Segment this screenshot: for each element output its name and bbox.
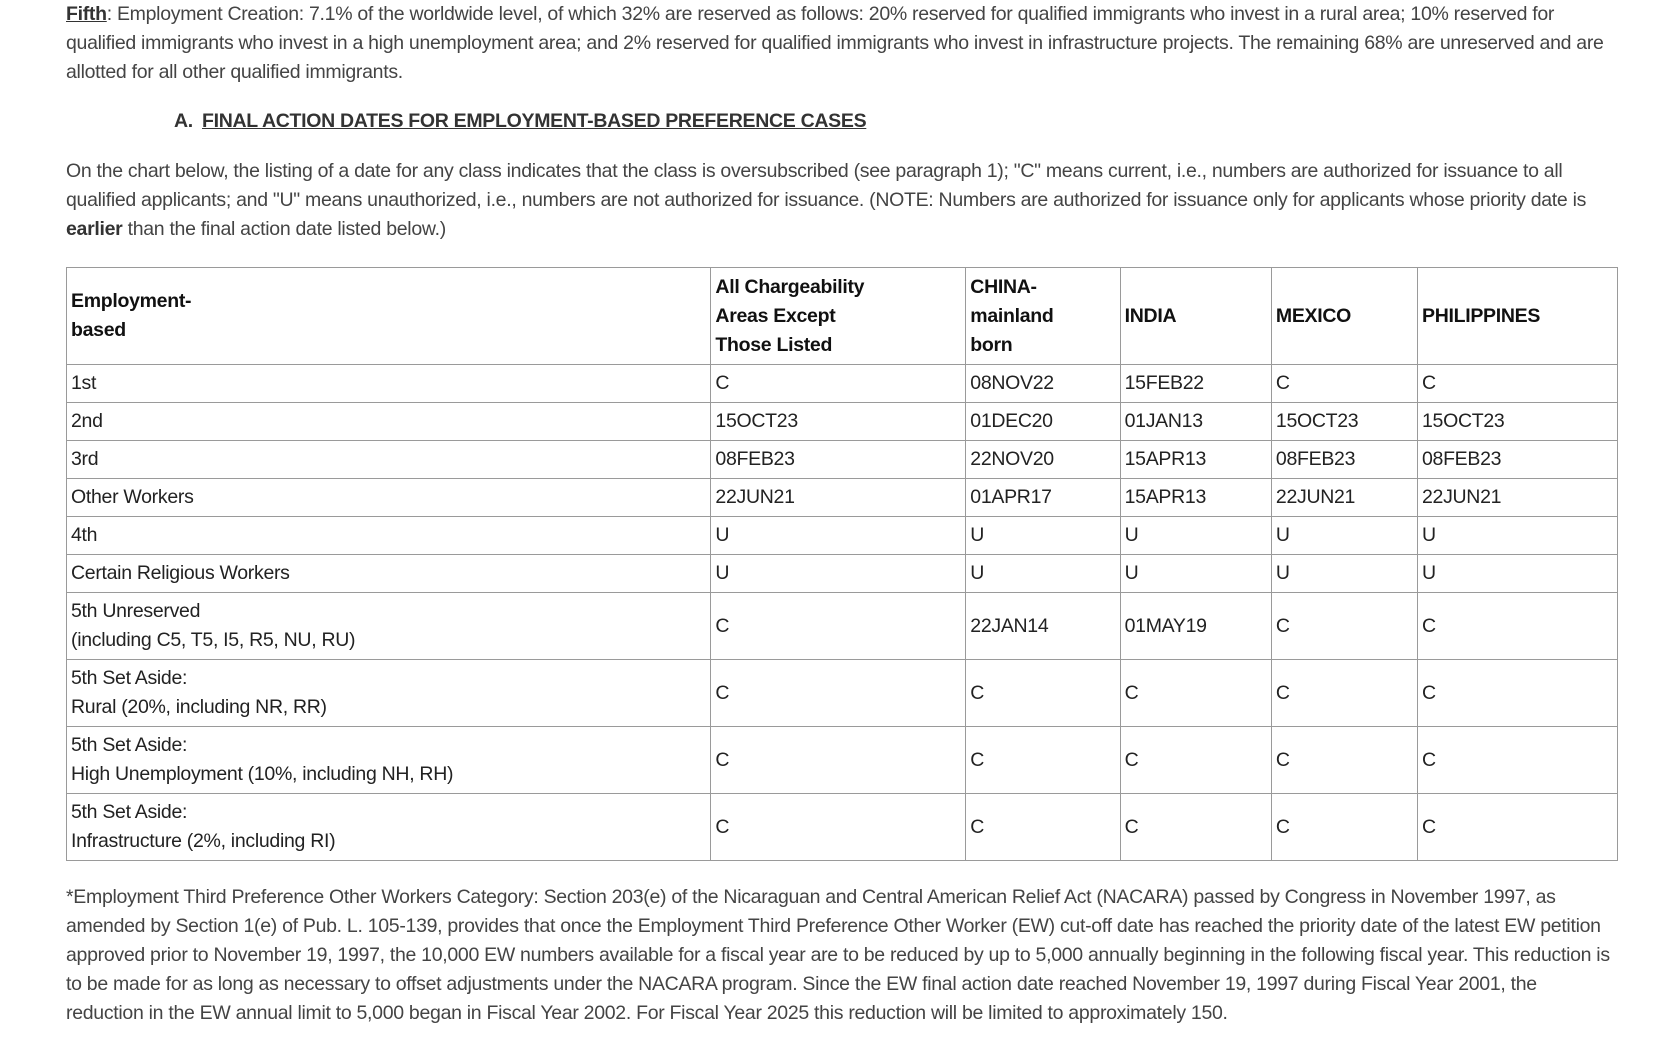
table-row [67,794,1618,861]
header-row [67,268,1618,365]
table-row [67,479,1618,517]
category-cell [67,365,711,403]
header-text: Those Listed [715,333,833,356]
category-text: 2nd [71,410,103,432]
category-cell [67,479,711,517]
fifth-description: : Employment Creation: 7.1% of the worldwide level, of which 32% are reserved as follows: 20% reserved for qualified immigrants who invest in a rural area; 10% reserved for qualified immigrants who invest in a high unemployment area; and 2% reserved for qualified immigrants who invest in infrastructure projects. The remaining 68% are unreserved and are allotted for all other qualified immigrants. [66,3,1604,83]
date-cell: 01JAN13 [1120,403,1271,441]
table-row [67,365,1618,403]
col-philippines-header [1417,268,1617,365]
date-cell: 08FEB23 [1417,441,1617,479]
date-cell: 22JUN21 [1271,479,1417,517]
date-cell: 15OCT23 [1417,403,1617,441]
category-cell [67,593,711,660]
date-cell: C [966,727,1120,794]
header-text: INDIA [1124,304,1177,327]
col-india-header [1120,268,1271,365]
date-cell: 08NOV22 [966,365,1120,403]
date-cell: 01APR17 [966,479,1120,517]
date-cell: 08FEB23 [711,441,966,479]
category-text: 3rd [71,448,99,470]
section-heading [174,107,1618,136]
fifth-preference-paragraph [66,0,1618,87]
col-employment-based-header [67,268,711,365]
date-cell: 08FEB23 [1271,441,1417,479]
date-cell: C [1271,727,1417,794]
table-row [67,727,1618,794]
date-cell: C [1271,365,1417,403]
fifth-label: Fifth [66,3,107,25]
category-cell [67,555,711,593]
table-body [67,365,1618,861]
date-cell: U [711,517,966,555]
header-text: mainland [970,304,1054,327]
col-mexico-header [1271,268,1417,365]
table-row [67,660,1618,727]
header-text: All Chargeability [715,275,865,298]
category-cell [67,727,711,794]
category-text: 1st [71,372,97,394]
date-cell: C [711,593,966,660]
header-text: Employment- [71,290,192,312]
category-text: Certain Religious Workers [71,562,290,584]
date-cell: C [966,660,1120,727]
date-cell: 15FEB22 [1120,365,1271,403]
date-cell: C [1417,794,1617,861]
header-text: CHINA- [970,275,1037,298]
date-cell: U [1120,517,1271,555]
date-cell: C [1120,727,1271,794]
date-cell: U [1417,517,1617,555]
category-text: 5th Set Aside: [71,801,188,823]
date-cell: U [1271,555,1417,593]
nacara-footnote: *Employment Third Preference Other Workers Category: Section 203(e) of the Nicaraguan and Central American Relief Act (NACARA) passed by Congress in November 1997, as amended by Section 1(e) of Pub. L. 105-139, provides that once the Employment Third Preference Other Worker (EW) cut-off date has reached the priority date of the latest EW petition approved prior to November 19, 1997, the 10,000 EW numbers available for a fiscal year are to be reduced by up to 5,000 annually beginning in the following fiscal year. This reduction is to be made for as long as necessary to offset adjustments under the NACARA program. Since the EW final action date reached November 19, 1997 during Fiscal Year 2001, the reduction in the EW annual limit to 5,000 began in Fiscal Year 2002. For Fiscal Year 2025 this reduction will be limited to approximately 150. [66,886,1610,1024]
date-cell: C [1120,794,1271,861]
date-cell: 15APR13 [1120,479,1271,517]
date-cell: C [1417,365,1617,403]
date-cell: 01DEC20 [966,403,1120,441]
date-cell: 01MAY19 [1120,593,1271,660]
date-cell: 15APR13 [1120,441,1271,479]
category-text: 5th Set Aside: [71,734,188,756]
final-action-dates-table [66,267,1618,861]
date-cell: C [1417,660,1617,727]
date-cell: 15OCT23 [711,403,966,441]
category-text: Rural (20%, including NR, RR) [71,696,327,718]
date-cell: 22JAN14 [966,593,1120,660]
header-text: MEXICO [1275,304,1352,327]
date-cell: C [1417,727,1617,794]
date-cell: 15OCT23 [1271,403,1417,441]
category-cell [67,794,711,861]
date-cell: 22JUN21 [1417,479,1617,517]
table-row [67,555,1618,593]
header-text: PHILIPPINES [1421,304,1541,327]
category-cell [67,517,711,555]
category-text: 5th Set Aside: [71,667,188,689]
date-cell: C [1417,593,1617,660]
table-row [67,441,1618,479]
date-cell: U [966,517,1120,555]
chart-explanation-emphasis: earlier [66,218,123,240]
col-china-mainland-header [966,268,1120,365]
date-cell: 22NOV20 [966,441,1120,479]
date-cell: C [711,727,966,794]
category-text: High Unemployment (10%, including NH, RH) [71,763,454,785]
date-cell: U [1271,517,1417,555]
table-row [67,517,1618,555]
chart-explanation [66,157,1618,244]
date-cell: U [966,555,1120,593]
category-text: (including C5, T5, I5, R5, NU, RU) [71,629,356,651]
date-cell: C [711,365,966,403]
date-cell: C [966,794,1120,861]
date-cell: C [1120,660,1271,727]
header-text: based [71,319,126,341]
category-text: Other Workers [71,486,194,508]
date-cell: C [1271,593,1417,660]
col-all-chargeability-header [711,268,966,365]
bulletin-page [66,0,1618,1028]
category-cell [67,660,711,727]
section-letter: A. [174,110,193,132]
section-title: FINAL ACTION DATES FOR EMPLOYMENT-BASED PREFERENCE CASES [202,110,867,132]
table-row [67,403,1618,441]
category-text: 5th Unreserved [71,600,201,622]
date-cell: C [1271,660,1417,727]
category-cell [67,403,711,441]
date-cell: U [1417,555,1617,593]
header-text: born [970,333,1013,356]
category-text: Infrastructure (2%, including RI) [71,830,336,852]
date-cell: U [711,555,966,593]
date-cell: U [1120,555,1271,593]
table-header [67,268,1618,365]
date-cell: C [711,660,966,727]
date-cell: C [711,794,966,861]
header-text: Areas Except [715,304,836,327]
category-cell [67,441,711,479]
table-row [67,593,1618,660]
chart-explanation-text: On the chart below, the listing of a date for any class indicates that the class is oversubscribed (see paragraph 1); "C" means current, i.e., numbers are authorized for issuance to all qualified applicants; and "U" means unauthorized, i.e., numbers are not authorized for issuance. (NOTE: Numbers are authorized for issuance only for applicants whose priority date is [66,160,1587,211]
category-text: 4th [71,524,98,546]
chart-explanation-end: than the final action date listed below.) [122,218,446,240]
date-cell: C [1271,794,1417,861]
date-cell: 22JUN21 [711,479,966,517]
